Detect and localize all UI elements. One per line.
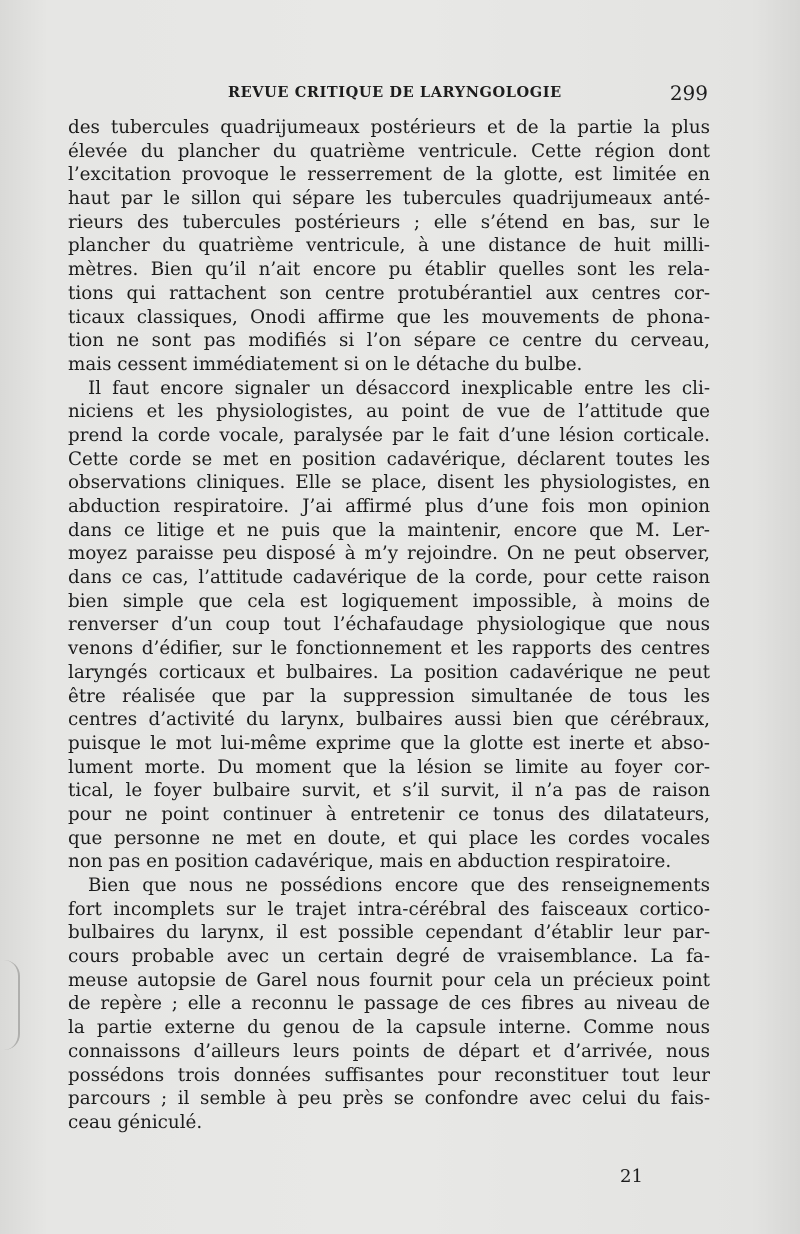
text-line: meuse autopsie de Garel nous fournit pour cela un précieux point [68,969,710,991]
text-line: haut par le sillon qui sépare les tubercules quadrijumeaux anté- [68,188,710,210]
text-line: Il faut encore signaler un désaccord inexplicable entre les cli- [88,377,710,399]
text-line: ticaux classiques, Onodi affirme que les mouvements de phona- [68,306,710,328]
binding-shadow [4,960,20,1050]
text-line: renverser d’un coup tout l’échafaudage physiologique que nous [68,614,710,636]
text-line: tion ne sont pas modifiés si l’on sépare ce centre du cerveau, [68,330,710,352]
text-line: cours probable avec un certain degré de vraisemblance. La fa- [68,946,710,968]
text-line: lument morte. Du moment que la lésion se limite au foyer cor- [68,756,710,778]
text-line: fort incomplets sur le trajet intra-cérébral des faisceaux cortico- [68,898,710,920]
text-line: mais cessent immédiatement si on le détache du bulbe. [68,353,583,375]
text-line: venons d’édifier, sur le fonctionnement et les rapports des centres [68,638,710,660]
text-line: la partie externe du genou de la capsule interne. Comme nous [68,1017,710,1039]
text-line: non pas en position cadavérique, mais en abduction respiratoire. [68,851,672,873]
text-line: Bien que nous ne possédions encore que des renseignements [88,875,710,896]
text-line: bulbaires du larynx, il est possible cependant d’établir leur par- [68,922,710,944]
text-line: possédons trois données suffisantes pour reconstituer tout leur [68,1064,710,1086]
text-line: laryngés corticaux et bulbaires. La position cadavérique ne peut [68,661,710,683]
text-line: mètres. Bien qu’il n’ait encore pu établir quelles sont les rela- [68,259,710,281]
running-head [228,81,708,110]
text-line: de repère ; elle a reconnu le passage de ces fibres au niveau de [68,993,710,1015]
text-line: prend la corde vocale, paralysée par le fait d’une lésion corticale. [68,424,710,446]
text-line: Cette corde se met en position cadavérique, déclarent toutes les [68,448,710,470]
text-line: abduction respiratoire. J’ai affirmé plus d’une fois mon opinion [68,496,710,517]
text-line: être réalisée que par la suppression simultanée de tous les [68,685,710,707]
text-line: parcours ; il semble à peu près se confondre avec celui du fais- [68,1088,710,1110]
text-line: élevée du plancher du quatrième ventricule. Cette région dont [68,140,710,162]
text-line: bien simple que cela est logiquement impossible, à moins de [68,590,710,612]
text-line: connaissons d’ailleurs leurs points de départ et d’arrivée, nous [68,1040,710,1062]
text-line: moyez paraisse peu disposé à m’y rejoindre. On ne peut observer, [68,543,710,565]
text-line: rieurs des tubercules postérieurs ; elle s’étend en bas, sur le [68,211,710,233]
text-line: dans ce litige et ne puis que la maintenir, encore que M. Ler- [68,519,710,541]
text-line: observations cliniques. Elle se place, disent les physiologistes, en [68,472,710,494]
text-line: puisque le mot lui-même exprime que la glotte est inerte et abso- [68,732,710,754]
text-line: l’excitation provoque le resserrement de la glotte, est limitée en [68,164,710,186]
body-text [68,116,710,1135]
signature-folio: 21 [620,1166,643,1187]
text-line: des tubercules quadrijumeaux postérieurs et de la partie la plus [68,117,710,138]
text-line: tical, le foyer bulbaire survit, et s’il survit, il n’a pas de raison [68,780,710,802]
text-line: dans ce cas, l’attitude cadavérique de la corde, pour cette raison [68,567,710,589]
text-line: pour ne point continuer à entretenir ce tonus des dilatateurs, [68,803,710,825]
text-line: que personne ne met en doute, et qui place les cordes vocales [68,827,710,849]
journal-title: REVUE CRITIQUE DE LARYNGOLOGIE [228,84,562,101]
text-line: ceau géniculé. [68,1111,203,1133]
text-line: plancher du quatrième ventricule, à une distance de huit milli- [68,235,710,257]
text-line: centres d’activité du larynx, bulbaires aussi bien que cérébraux, [68,709,710,731]
text-line: niciens et les physiologistes, au point de vue de l’attitude que [68,401,710,423]
text-line: tions qui rattachent son centre protubérantiel aux centres cor- [68,282,710,304]
page-number: 299 [669,81,708,105]
